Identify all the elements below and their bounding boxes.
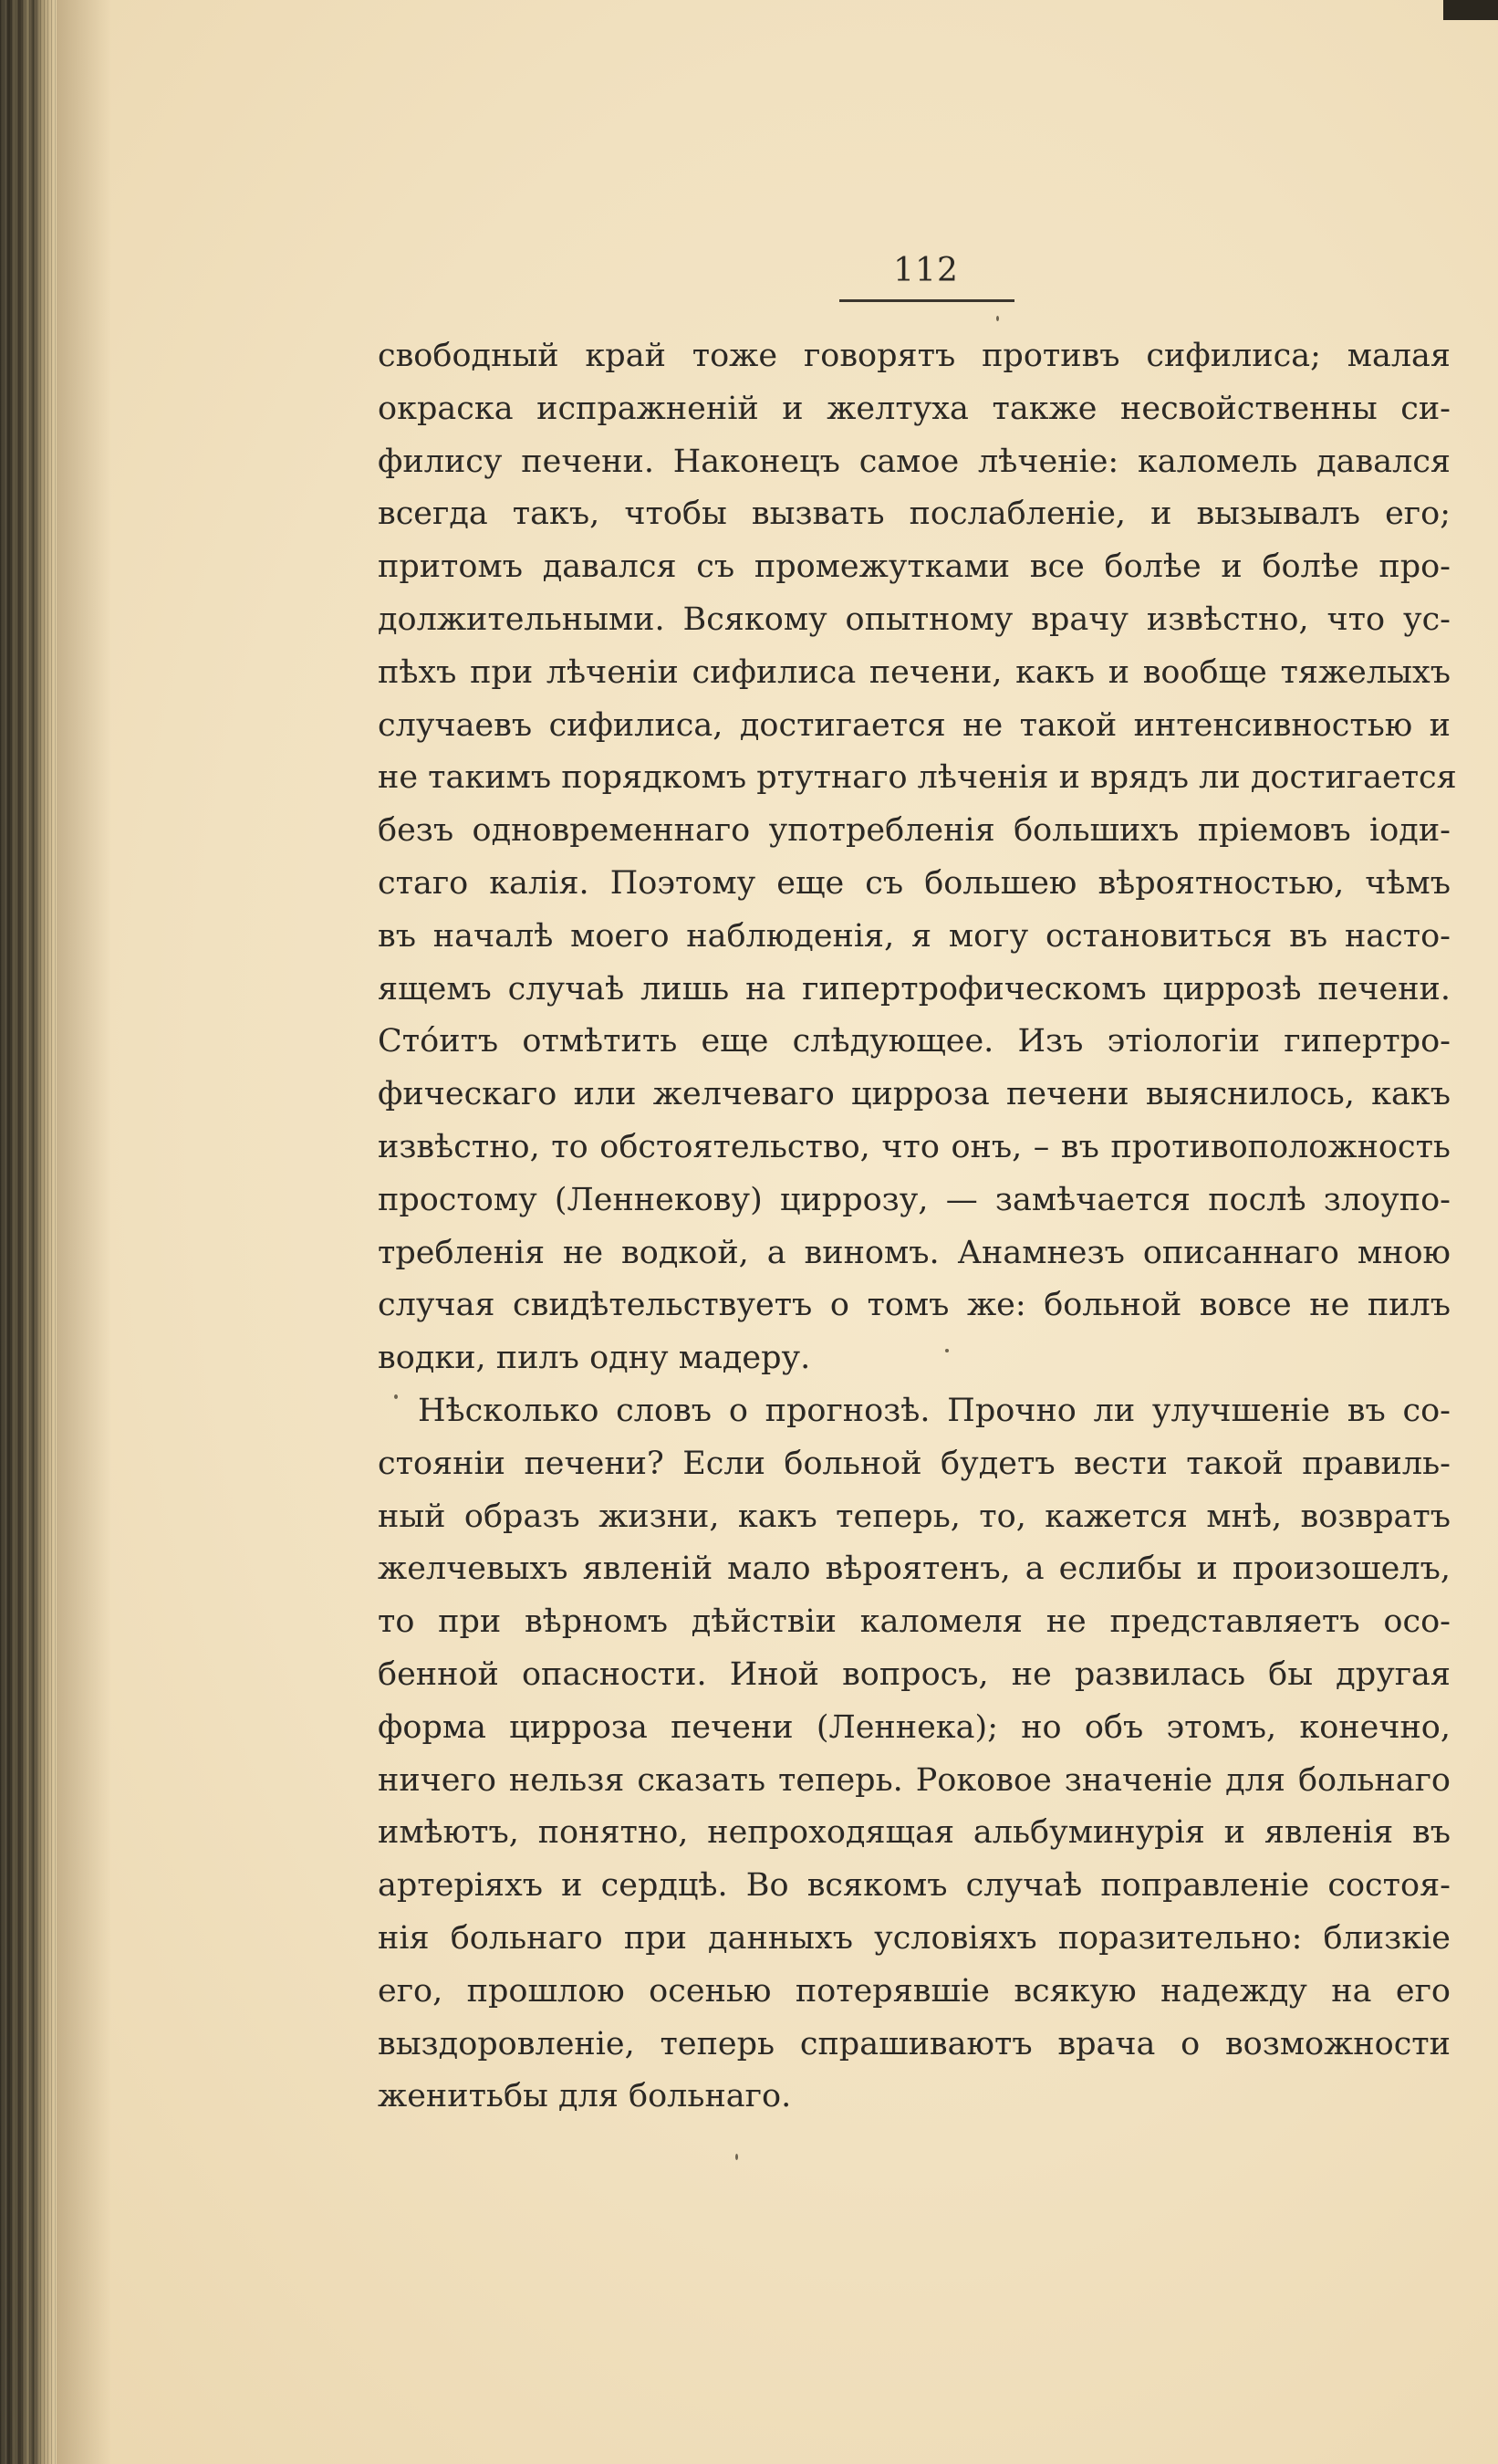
paper-speck [945, 1349, 949, 1352]
text-line: требленія не водкой, а виномъ. Анамнезъ описаннаго мною [378, 1234, 1451, 1271]
paragraph-2 [378, 1385, 1451, 2124]
text-line: случая свидѣтельствуетъ о томъ же: больной вовсе не пилъ [378, 1287, 1451, 1324]
book-spine-texture [0, 0, 57, 2464]
text-line: имѣютъ, понятно, непроходящая альбуминурія и явленія въ [378, 1814, 1451, 1852]
text-line: должительными. Всякому опытному врачу извѣстно, что ус- [378, 600, 1451, 638]
text-line: водки, пилъ одну мадеру. [378, 1340, 811, 1377]
text-line: артеріяхъ и сердцѣ. Во всякомъ случаѣ поправленіе состоя- [378, 1867, 1451, 1905]
text-line: нія больнаго при данныхъ условіяхъ поразительно: близкіе [378, 1919, 1451, 1957]
text-line: форма цирроза печени (Леннека); но объ этомъ, конечно, [378, 1708, 1451, 1746]
text-line: то при вѣрномъ дѣйствіи каломеля не представляетъ осо- [378, 1603, 1451, 1641]
text-line: стаго калія. Поэтому еще съ большею вѣроятностью, чѣмъ [378, 864, 1451, 902]
text-line: пѣхъ при лѣченіи сифилиса печени, какъ и вообще тяжелыхъ [378, 653, 1451, 691]
text-line: всегда такъ, чтобы вызвать послабленіе, и вызывалъ его; [378, 496, 1451, 533]
text-line: простому (Леннекову) циррозу, — замѣчается послѣ злоупо- [378, 1181, 1451, 1218]
text-line: его, прошлою осенью потерявшіе всякую надежду на его [378, 1972, 1451, 2010]
text-line: Сто́итъ отмѣтить еще слѣдующее. Изъ этіологіи гипертро- [378, 1023, 1451, 1060]
text-line: Нѣсколько словъ о прогнозѣ. Прочно ли улучшеніе въ со- [418, 1392, 1451, 1429]
paper-speck [735, 2154, 738, 2160]
text-line: притомъ давался съ промежутками все болѣе и болѣе про- [378, 548, 1451, 586]
page-number-rule [839, 299, 1014, 302]
paper-speck [394, 1394, 398, 1399]
text-line: выздоровленіе, теперь спрашиваютъ врача о возможности [378, 2025, 1451, 2062]
paragraph-1 [378, 330, 1457, 1385]
text-line: бенной опасности. Иной вопросъ, не развилась бы другая [378, 1655, 1451, 1693]
text-line: случаевъ сифилиса, достигается не такой интенсивностью и [378, 706, 1451, 744]
text-line: женитьбы для больнаго. [378, 2078, 792, 2115]
text-line: не такимъ порядкомъ ртутнаго лѣченія и врядъ ли достигается [378, 759, 1457, 797]
body-text [378, 330, 1457, 2124]
text-line: ящемъ случаѣ лишь на гипертрофическомъ циррозѣ печени. [378, 970, 1451, 1008]
text-line: окраска испражненій и желтуха также несвойственны си- [378, 390, 1451, 427]
page-number: 112 [893, 252, 959, 289]
text-line: ный образъ жизни, какъ теперь, то, кажется мнѣ, возвратъ [378, 1498, 1451, 1535]
text-line: стояніи печени? Если больной будетъ вести такой правиль- [378, 1445, 1451, 1482]
text-line: въ началѣ моего наблюденія, я могу остановиться въ насто- [378, 917, 1451, 955]
gutter-shadow [57, 0, 111, 2464]
scan-edge [1443, 0, 1498, 20]
text-line: ничего нельзя сказать теперь. Роковое значеніе для больнаго [378, 1761, 1451, 1799]
text-line: фическаго или желчеваго цирроза печени выяснилось, какъ [378, 1076, 1451, 1113]
paper-speck [996, 316, 999, 321]
text-line: извѣстно, то обстоятельство, что онъ, – въ противоположность [378, 1128, 1451, 1165]
text-line: свободный край тоже говорятъ противъ сифилиса; малая [378, 338, 1451, 374]
text-line: безъ одновременнаго употребленія большихъ пріемовъ іоди- [378, 812, 1451, 850]
text-line: филису печени. Наконецъ самое лѣченіе: каломель давался [378, 443, 1451, 480]
text-line: желчевыхъ явленій мало вѣроятенъ, а еслибы и произошелъ, [378, 1550, 1451, 1588]
